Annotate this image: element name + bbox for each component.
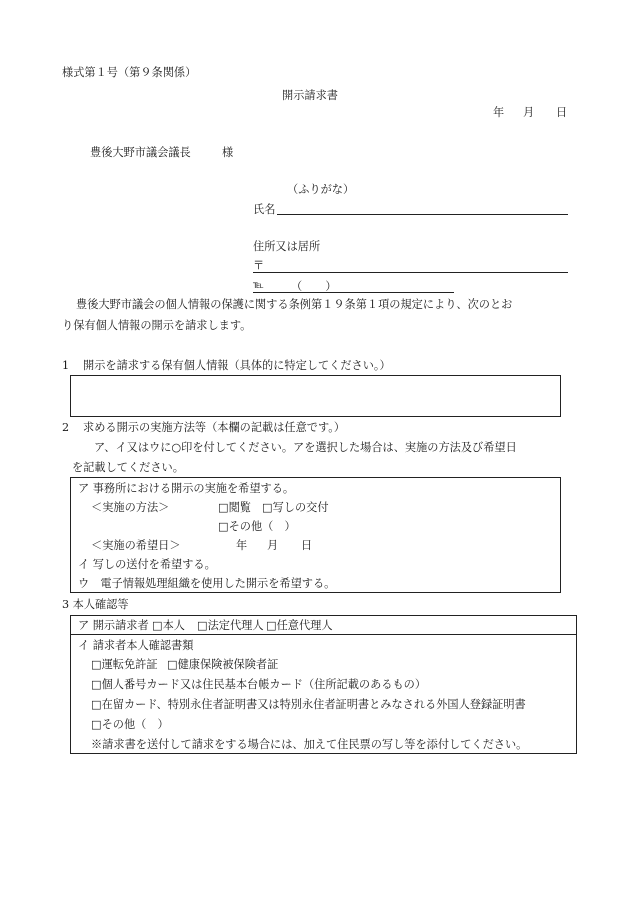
recipient-honorific: 様 <box>222 146 234 159</box>
section2-number: 2 <box>62 421 70 434</box>
option-i-mail[interactable]: イ 写しの送付を希望する。 <box>78 558 216 571</box>
doc-health-insurance-checkbox[interactable]: □健康保険被保険者証 <box>167 658 279 671</box>
date-year-label: 年 <box>493 106 505 119</box>
desired-date-year: 年 <box>236 539 248 552</box>
document-title: 開示請求書 <box>282 89 338 102</box>
tel-label: ℡ <box>253 280 264 291</box>
doc-residence-card-checkbox[interactable]: □在留カード、特別永住者証明書又は特別永住者証明書とみなされる外国人登録証明書 <box>91 698 526 711</box>
doc-other-checkbox[interactable]: □その他（ ） <box>91 718 169 731</box>
address-field-line[interactable] <box>253 272 568 273</box>
option-u-electronic[interactable]: ウ 電子情報処理組織を使用した開示を希望する。 <box>78 577 336 590</box>
method-copy-checkbox[interactable]: □写しの交付 <box>262 501 329 514</box>
name-label: 氏名 <box>253 203 276 216</box>
form-number: 様式第１号（第９条関係） <box>62 66 197 79</box>
desired-date-month: 月 <box>267 539 279 552</box>
method-other-checkbox[interactable]: □その他（ ） <box>218 520 296 533</box>
address-label: 住所又は居所 <box>253 240 321 253</box>
furigana-label: （ふりがな） <box>287 183 355 196</box>
section3-title: 3 本人確認等 <box>62 598 129 611</box>
requester-type-label: ア 開示請求者 <box>78 619 149 632</box>
date-day-label: 日 <box>556 106 568 119</box>
section1-number: 1 <box>62 359 70 372</box>
tel-field-line[interactable] <box>253 292 454 293</box>
method-view-checkbox[interactable]: □閲覧 <box>218 501 251 514</box>
intro-line-2: り保有個人情報の開示を請求します。 <box>62 319 252 332</box>
section2-note-line-1: ア、イ又はウに○印を付してください。アを選択した場合は、実施の方法及び希望日 <box>94 441 517 454</box>
intro-line-1: 豊後大野市議会の個人情報の保護に関する条例第１９条第１項の規定により、次のとお <box>76 298 513 311</box>
name-field-line[interactable] <box>277 214 568 215</box>
doc-mynumber-card-checkbox[interactable]: □個人番号カード又は住民基本台帳カード（住所記載のあるもの） <box>91 678 427 691</box>
mail-request-note: ※請求書を送付して請求をする場合には、加えて住民票の写し等を添付してください。 <box>91 738 528 751</box>
recipient-name: 豊後大野市議会議長 <box>90 146 191 159</box>
section2-note-line-2: を記載してください。 <box>72 461 184 474</box>
postal-mark: 〒 <box>253 259 265 272</box>
doc-drivers-license-checkbox[interactable]: □運転免許証 <box>91 658 158 671</box>
method-label: ＜実施の方法＞ <box>91 501 170 514</box>
section2-title: 求める開示の実施方法等（本欄の記載は任意です。） <box>83 421 346 434</box>
desired-date-day: 日 <box>301 539 313 552</box>
option-a-office[interactable]: ア 事務所における開示の実施を希望する。 <box>78 482 295 495</box>
tel-paren: （ ） <box>291 280 343 293</box>
section3-row-divider <box>70 634 577 635</box>
requester-self-checkbox[interactable]: □本人 <box>152 619 185 632</box>
date-month-label: 月 <box>523 106 535 119</box>
id-docs-label: イ 請求者本人確認書類 <box>78 639 194 652</box>
requester-voluntary-agent-checkbox[interactable]: □任意代理人 <box>266 619 333 632</box>
date-label: ＜実施の希望日＞ <box>91 539 181 552</box>
section1-title: 開示を請求する保有個人情報（具体的に特定してください。） <box>83 359 391 372</box>
section1-input-box[interactable] <box>70 375 561 417</box>
requester-legal-agent-checkbox[interactable]: □法定代理人 <box>197 619 264 632</box>
